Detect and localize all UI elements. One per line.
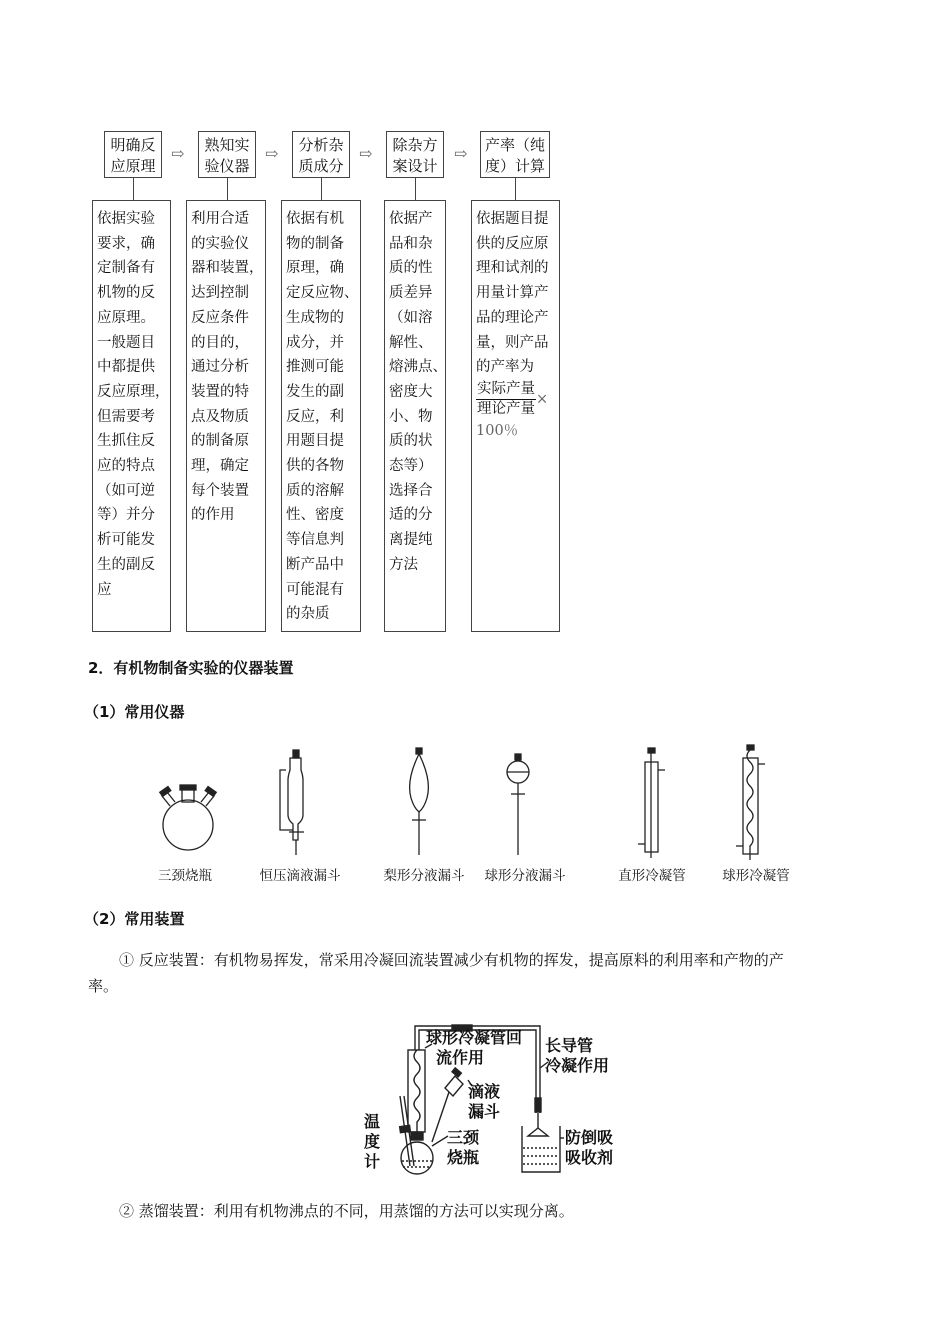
paragraph-distillation: ② 蒸馏装置：利用有机物沸点的不同，用蒸馏的方法可以实现分离。	[119, 1202, 574, 1220]
three-neck-flask-icon	[160, 785, 216, 850]
instrument-label: 恒压滴液漏斗	[259, 868, 341, 884]
instrument-label: 球形冷凝管	[722, 868, 790, 884]
subsection-heading-instruments: （1）常用仪器	[84, 703, 185, 721]
instrument-label: 球形分液漏斗	[484, 868, 566, 884]
connector-line	[321, 178, 322, 200]
bulb-condenser-icon	[736, 745, 765, 860]
instrument-label: 三颈烧瓶	[158, 868, 212, 884]
arrow-icon: ⇨	[454, 144, 468, 163]
pressure-funnel-icon	[280, 750, 304, 855]
label-funnel: 滴液 漏斗	[468, 1082, 501, 1121]
step-title-4: 除杂方 案设计	[386, 131, 444, 178]
pear-funnel-icon	[410, 748, 429, 855]
yield-formula: $\frac{\text{实际产量}}{\text{理论产量}}$ ×	[477, 380, 549, 417]
section-heading: 2．有机物制备实验的仪器装置	[88, 659, 294, 677]
instrument-label: 梨形分液漏斗	[383, 868, 465, 884]
step-title-1: 明确反 应原理	[104, 131, 162, 178]
label-absorb: 防倒吸 吸收剂	[565, 1128, 614, 1167]
step-title-3: 分析杂 质成分	[292, 131, 350, 178]
fraction: $\frac{\text{实际产量}}{\text{理论产量}}$	[477, 380, 535, 417]
step-title-2: 熟知实 验仪器	[198, 131, 256, 178]
paragraph-reaction: ① 反应装置：有机物易挥发，常采用冷凝回流装置减少有机物的挥发，提高原料的利用率和产物的产 率。	[88, 951, 784, 995]
step-desc-3: 依据有机 物的制备 原理，确 定反应物、 生成物的 成分，并 推测可能 发生的副 反应，利 用题目提 供的各物 质的溶解 性、密度 等信息判 断产品中 可能混有 的杂质	[281, 200, 361, 632]
label-condenser: 球形冷凝管回 流作用	[426, 1028, 523, 1067]
label-long-tube: 长导管 冷凝作用	[545, 1036, 610, 1075]
connector-line	[227, 178, 228, 200]
arrow-icon: ⇨	[359, 144, 373, 163]
step-desc-1: 依据实验 要求，确 定制备有 机物的反 应原理。 一般题目 中都提供 反应原理， 但需要考 生抓住反 应的特点 （如可逆 等）并分 析可能发 生的副反 应	[92, 200, 171, 632]
step-title-5: 产率（纯 度）计算	[480, 131, 550, 178]
label-flask: 三颈 烧瓶	[447, 1128, 480, 1167]
connector-line	[415, 178, 416, 200]
step-desc-4: 依据产 品和杂 质的性 质差异 （如溶 解性、 熔沸点、 密度大 小、物 质的状 态等） 选择合 适的分 离提纯 方法	[384, 200, 446, 632]
straight-condenser-icon	[638, 748, 665, 858]
instruments-figure	[140, 740, 820, 865]
arrow-icon: ⇨	[265, 144, 279, 163]
instrument-label: 直形冷凝管	[618, 868, 686, 884]
globe-funnel-icon	[507, 754, 529, 855]
label-thermometer: 温 度 计	[364, 1112, 381, 1171]
arrow-icon: ⇨	[171, 144, 185, 163]
connector-line	[133, 178, 134, 200]
step-desc-5: 依据题目提 供的反应原 理和试剂的 用量计算产 品的理论产 量，则产品 的产率为 $\frac{\text{实际产量}}{\text{理论产量}}$ × 100％	[471, 200, 560, 632]
subsection-heading-apparatus: （2）常用装置	[84, 910, 185, 928]
step-desc-2: 利用合适 的实验仪 器和装置， 达到控制 反应条件 的目的， 通过分析 装置的特 点及物质 的制备原 理，确定 每个装置 的作用	[186, 200, 266, 632]
connector-line	[515, 178, 516, 200]
